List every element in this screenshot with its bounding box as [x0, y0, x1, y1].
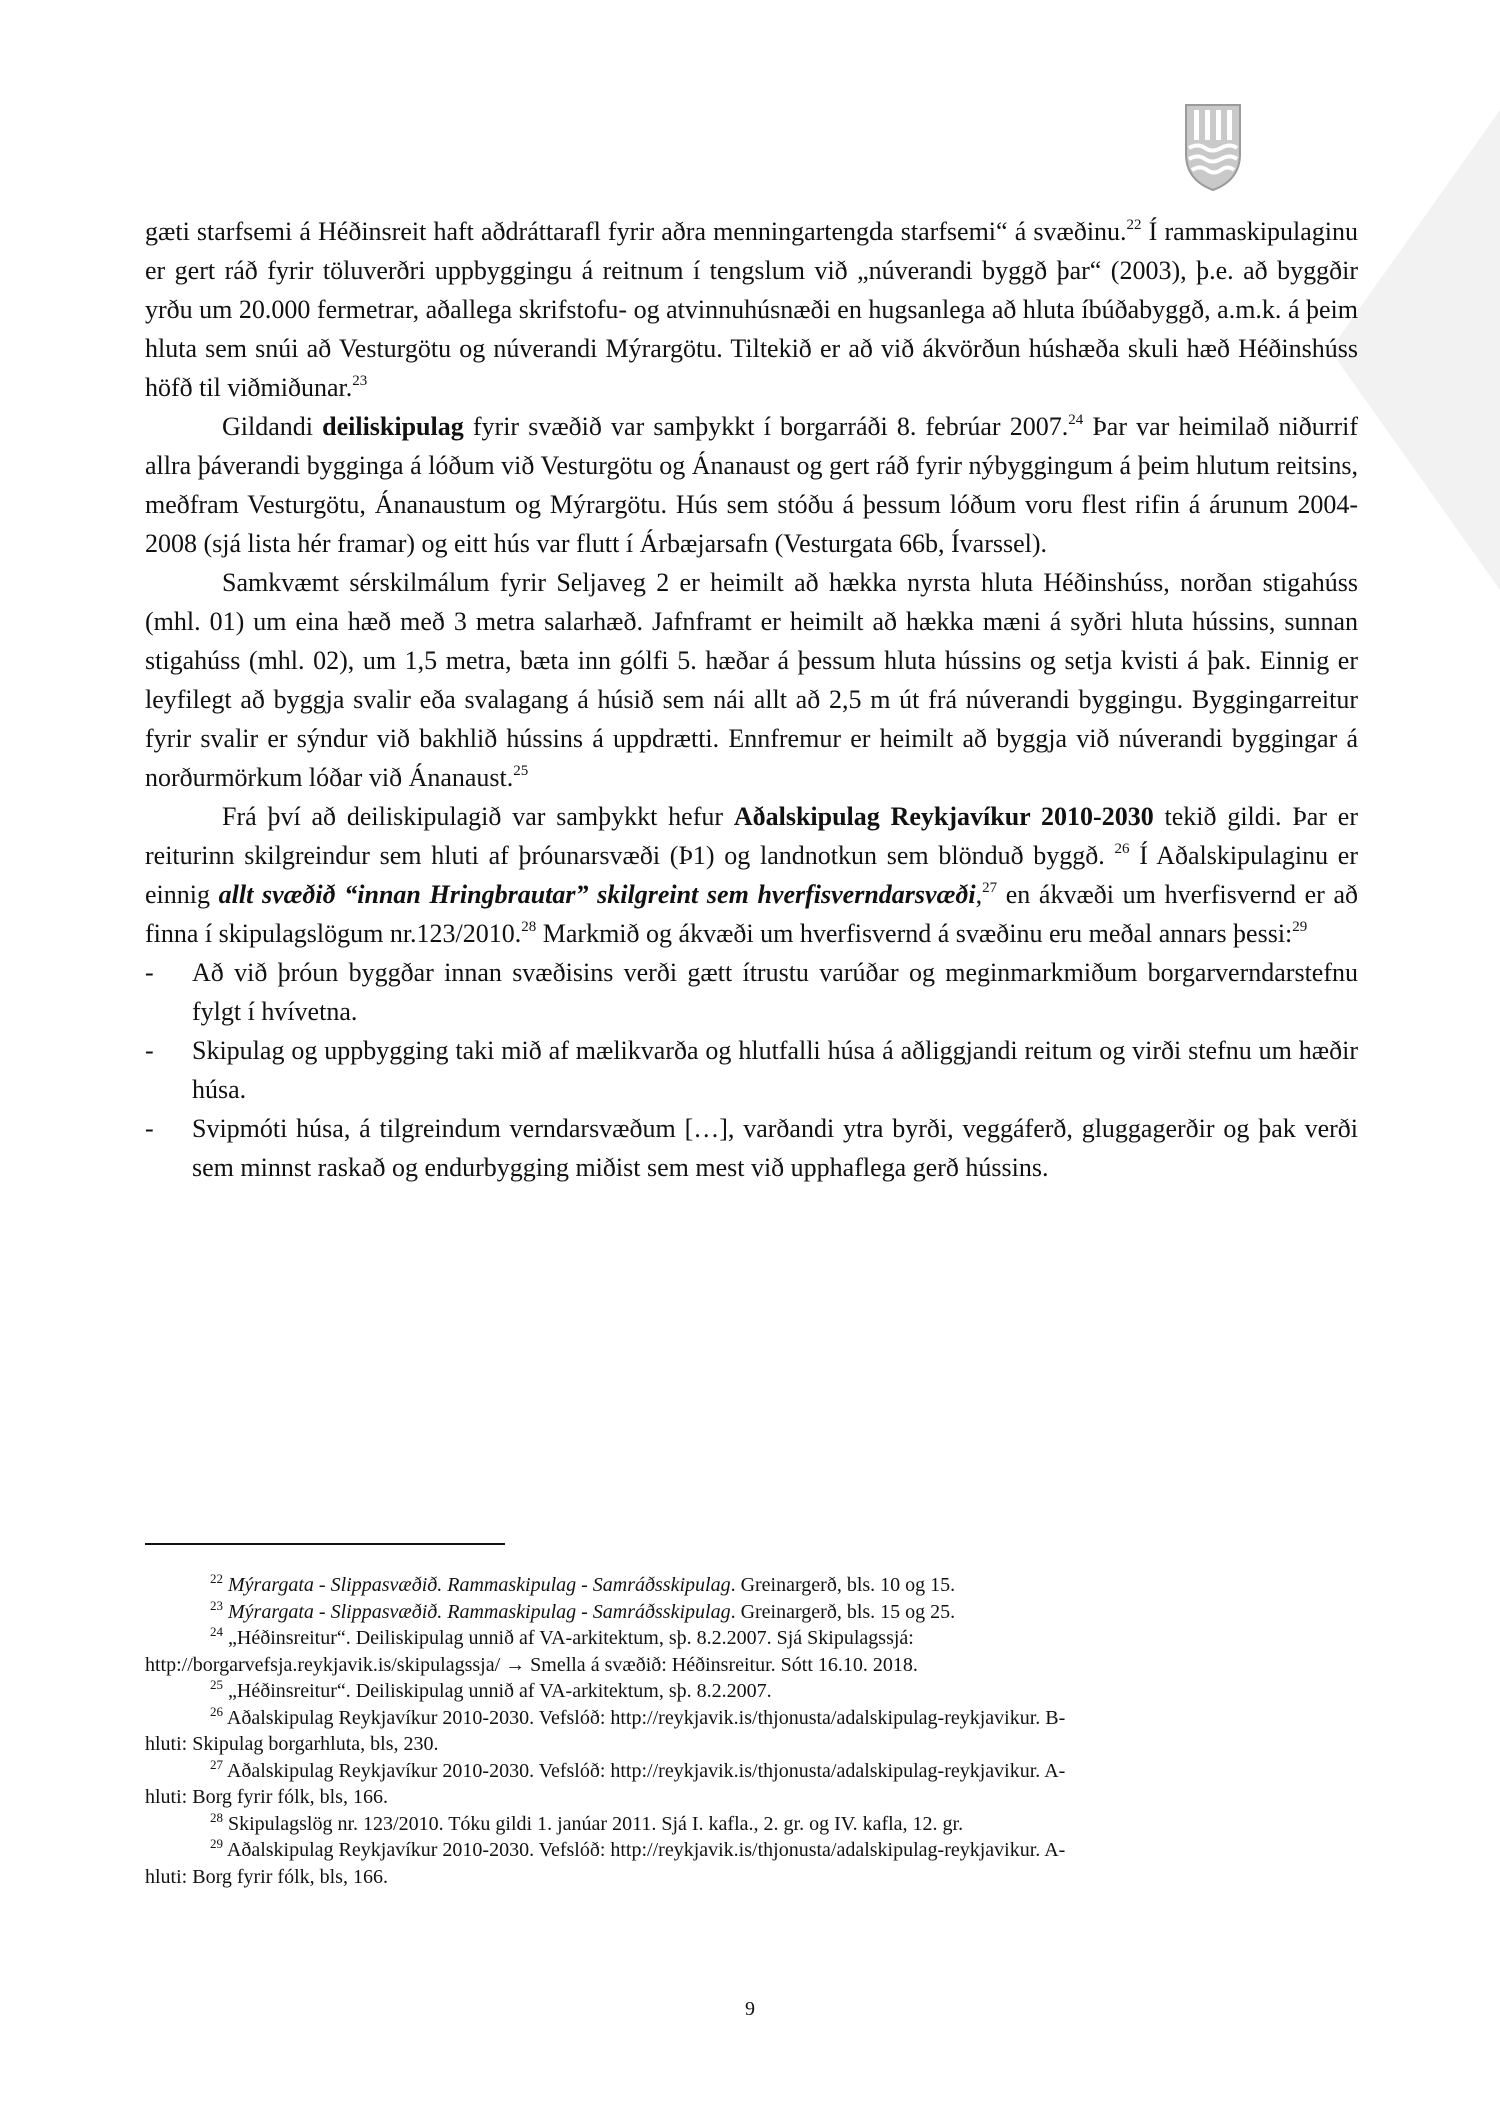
- footnote-ref-27: 27: [982, 880, 998, 896]
- footnote-ref-28: 28: [521, 919, 537, 935]
- footnote-22: $^{22}$ Mýrargata - Slippasvæðið. Rammaskipulag - Samráðsskipulag. Greinargerð, bls. 10 og 15.: [210, 1571, 956, 1596]
- page-number: 9: [745, 1998, 755, 2020]
- footnote-28: $^{28}$ Skipulagslög nr. 123/2010. Tóku gildi 1. janúar 2011. Sjá I. kafla., 2. gr. og IV. kafla, 12. gr.: [210, 1809, 964, 1835]
- footnote-ref-23: 23: [352, 373, 368, 389]
- paragraph-rammaskipulag: gæti starfsemi á Héðinsreit haft aðdráttarafl fyrir aðra menningartengda starfsemi“ á svæðinu.$^{22}$ Í rammaskipulaginu er gert ráð fyrir töluverðri uppbyggingu á reitnum í tengslum við „núverandi byggð þar“ (2003), þ.e. að byggðir yrðu um 20.000 fermetrar, aðallega skrifstofu- og atvinnuhúsnæði en hugsanlega að hluta íbúðabyggð, a.m.k. á þeim hluta sem snúi að Vesturgötu og núverandi Mýrargötu. Tiltekið er að við ákvörðun húshæða skuli hæð Héðinshúss höfð til viðmiðunar.$^{23}$: [145, 217, 1358, 402]
- arrow-icon: →: [505, 1653, 526, 1676]
- footnote-25: $^{25}$ „Héðinsreitur“. Deiliskipulag unnið af VA-arkitektum, sþ. 8.2.2007.: [210, 1677, 772, 1702]
- main-text: [145, 212, 1358, 1187]
- footnote-ref-29: 29: [1292, 919, 1308, 935]
- list-item: - Svipmóti húsa, á tilgreindum verndarsvæðum […], varðandi ytra byrði, veggáferð, gluggagerðir og þak verði sem minnst raskað og endurbygging miðist sem mest við upphaflega gerð hússins.: [145, 1109, 1358, 1187]
- list-dash: -: [145, 1036, 154, 1065]
- footnote-separator: [145, 1543, 505, 1545]
- paragraph-serskilmalar: Samkvæmt sérskilmálum fyrir Seljaveg 2 er heimilt að hækka nyrsta hluta Héðinshúss, norðan stigahúss (mhl. 01) um eina hæð með 3 metra salarhæð. Jafnframt er heimilt að hækka mæni á syðri hluta hússins, sunnan stigahúss (mhl. 02), um 1,5 metra, bæta inn gólfi 5. hæðar á þessum hluta hússins og setja kvisti á þak. Einnig er leyfilegt að byggja svalir eða svalagang á húsið sem nái allt að 2,5 m út frá núverandi byggingu. Byggingarreitur fyrir svalir er sýndur við bakhlið hússins á uppdrætti. Ennfremur er heimilt að byggja við núverandi byggingar á norðurmörkum lóðar við Ánanaust.$^{25}$: [145, 568, 1358, 792]
- footnote-24: $^{24}$ „Héðinsreitur“. Deiliskipulag unnið af VA-arkitektum, sþ. 8.2.2007. Sjá Skipulagssjá: http://borgarvefsja.reykjavik.is/skipulagssja/ → Smella á svæðið: Héðinsreitur. Sótt 16.10. 2018.: [145, 1624, 918, 1676]
- footnote-ref-25: 25: [513, 763, 529, 779]
- footnote-ref-24: 24: [1068, 412, 1084, 428]
- hverfisvernd-goals-list: [145, 953, 1358, 1187]
- paragraph-adalskipulag: Frá því að deiliskipulagið var samþykkt hefur Aðalskipulag Reykjavíkur 2010-2030 tekið gildi. Þar er reiturinn skilgreindur sem hluti af þróunarsvæði (Þ1) og landnotkun sem blönduð byggð. $^{26}$ Í Aðalskipulaginu er einnig allt svæðið “innan Hringbrautar” skilgreint sem hverfisverndarsvæði,$^{27}$ en ákvæði um hverfisvernd er að finna í skipulagslögum nr.123/2010.28 Markmið og ákvæði um hverfisvernd á svæðinu eru meðal annars þessi:$^{29}$: [145, 802, 1359, 948]
- footnote-26: $^{26}$ Aðalskipulag Reykjavíkur 2010-2030. Vefslóð: http://reykjavik.is/thjonusta/adalskipulag-reykjavikur. B- hluti: Skipulag borgarhluta, bls, 230.: [145, 1703, 1066, 1755]
- list-dash: -: [145, 958, 154, 987]
- link-text: http://borgarvefsja.reykjavik.is/skipulagssja/: [145, 1653, 506, 1676]
- footnote-ref-26: 26: [1114, 841, 1130, 857]
- list-item: - Skipulag og uppbygging taki mið af mælikvarða og hlutfalli húsa á aðliggjandi reitum og virði stefnu um hæðir húsa.: [145, 1031, 1358, 1109]
- list-dash: -: [145, 1114, 154, 1143]
- list-item: - Að við þróun byggðar innan svæðisins verði gætt ítrustu varúðar og meginmarkmiðum borgarverndarstefnu fylgt í hvívetna.: [145, 953, 1358, 1031]
- footnote-29: $^{29}$ Aðalskipulag Reykjavíkur 2010-2030. Vefslóð: http://reykjavik.is/thjonusta/adalskipulag-reykjavikur. A- hluti: Borg fyrir fólk, bls, 166.: [145, 1836, 1066, 1888]
- footnote-ref-22: 22: [1126, 217, 1142, 233]
- footnotes: [145, 1572, 1305, 1890]
- reykjavik-coat-of-arms-logo: [1183, 102, 1243, 192]
- paragraph-deiliskipulag: Gildandi deiliskipulag fyrir svæðið var samþykkt í borgarráði 8. febrúar 2007.24 Þar var heimilað niðurrif allra þáverandi bygginga á lóðum við Vesturgötu og Ánanaust og gert ráð fyrir nýbyggingum á þeim hlutum reitsins, meðfram Vesturgötu, Ánanaustum og Mýrargötu. Hús sem stóðu á þessum lóðum voru flest rifin á árunum 2004-2008 (sjá lista hér framar) og eitt hús var flutt í Árbæjarsafn (Vesturgata 66b, Ívarssel).: [145, 412, 1358, 558]
- footnote-23: $^{23}$ Mýrargata - Slippasvæðið. Rammaskipulag - Samráðsskipulag. Greinargerð, bls. 15 og 25.: [210, 1597, 956, 1623]
- footnote-27: $^{27}$ Aðalskipulag Reykjavíkur 2010-2030. Vefslóð: http://reykjavik.is/thjonusta/adalskipulag-reykjavikur. A- hluti: Borg fyrir fólk, bls, 166.: [145, 1756, 1066, 1808]
